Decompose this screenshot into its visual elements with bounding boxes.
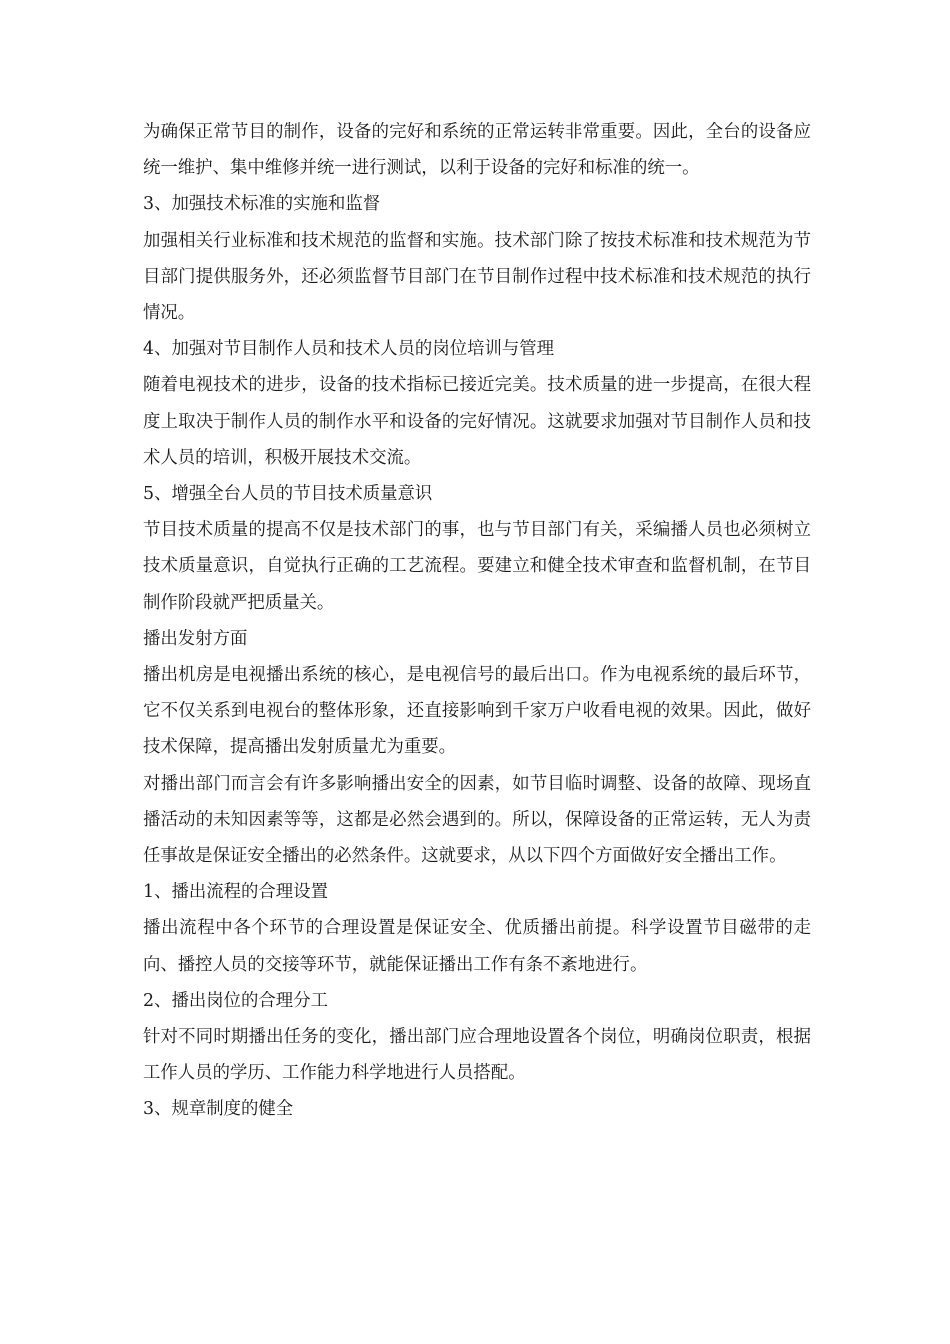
heading-quality-awareness: 5、增强全台人员的节目技术质量意识 [143,484,433,505]
paragraph-broadcast-workflow: 播出流程中各个环节的合理设置是保证安全、优质播出前提。科学设置节目磁带的走向、播控人员的交接等环节，就能保证播出工作有条不紊地进行。 [143,918,811,975]
paragraph-broadcast-room: 播出机房是电视播出系统的核心，是电视信号的最后出口。作为电视系统的最后环节，它不仅关系到电视台的整体形象，还直接影响到千家万户收看电视的效果。因此，做好技术保障，提高播出发射质量尤为重要。 [143,665,811,758]
heading-broadcast-workflow: 1、播出流程的合理设置 [143,882,328,903]
heading-staff-training: 4、加强对节目制作人员和技术人员的岗位培训与管理 [143,339,555,360]
paragraph-quality-awareness: 节目技术质量的提高不仅是技术部门的事，也与节目部门有关，采编播人员也必须树立技术质量意识，自觉执行正确的工艺流程。要建立和健全技术审查和监督机制，在节目制作阶段就严把质量关。 [143,520,811,613]
paragraph-equipment-maintenance: 为确保正常节目的制作，设备的完好和系统的正常运转非常重要。因此，全台的设备应统一维护、集中维修并统一进行测试，以利于设备的完好和标准的统一。 [143,122,811,179]
document-body [143,114,811,1128]
heading-tech-standards-supervision: 3、加强技术标准的实施和监督 [143,194,381,215]
paragraph-staff-training: 随着电视技术的进步，设备的技术指标已接近完美。技术质量的进一步提高，在很大程度上取决于制作人员的制作水平和设备的完好情况。这就要求加强对节目制作人员和技术人员的培训，积极开展技术交流。 [143,375,811,468]
heading-broadcast-roles: 2、播出岗位的合理分工 [143,990,328,1011]
paragraph-broadcast-roles: 针对不同时期播出任务的变化，播出部门应合理地设置各个岗位，明确岗位职责，根据工作人员的学历、工作能力科学地进行人员搭配。 [143,1027,811,1084]
paragraph-tech-standards: 加强相关行业标准和技术规范的监督和实施。技术部门除了按技术标准和技术规范为节目部门提供服务外，还必须监督节目部门在节目制作过程中技术标准和技术规范的执行情况。 [143,230,811,324]
heading-regulations: 3、规章制度的健全 [143,1099,294,1120]
paragraph-broadcast-safety: 对播出部门而言会有许多影响播出安全的因素，如节目临时调整、设备的故障、现场直播活动的未知因素等等，这都是必然会遇到的。所以，保障设备的正常运转，无人为责任事故是保证安全播出的必然条件。这就要求，从以下四个方面做好安全播出工作。 [143,773,811,867]
section-heading-broadcast: 播出发射方面 [143,628,248,649]
